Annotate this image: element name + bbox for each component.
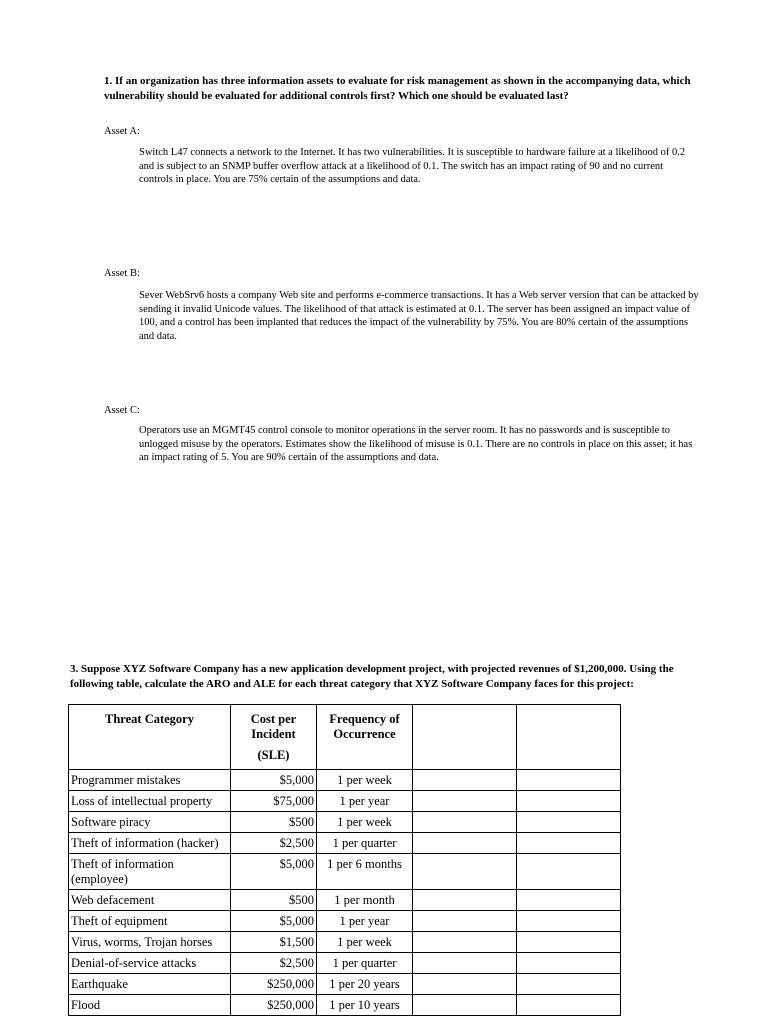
threat-table xyxy=(68,704,621,1016)
cost-cell: $500 xyxy=(231,890,317,911)
asset-b-description: Sever WebSrv6 hosts a company Web site and performs e-commerce transactions. It has a Web server version that can be attacked by sending it invalid Unicode values. The likelihood of that attack is estimated at 0.1. The server has been assigned an impact value of 100, and a control has been implanted that reduces the impact of the vulnerability by 75%. You are 80% certain of the assumptions and data. xyxy=(139,290,699,342)
empty-cell xyxy=(413,932,517,953)
empty-cell xyxy=(413,833,517,854)
table-row xyxy=(69,974,621,995)
header-threat-category: Threat Category xyxy=(69,705,231,770)
frequency-cell: 1 per 20 years xyxy=(317,974,413,995)
frequency-cell: 1 per week xyxy=(317,812,413,833)
asset-a-label: Asset A: xyxy=(104,126,140,137)
table-row xyxy=(69,833,621,854)
threat-category-cell: Theft of information (hacker) xyxy=(69,833,231,854)
threat-category-cell: Theft of information (employee) xyxy=(69,854,231,890)
header-frequency: Frequency of Occurrence xyxy=(317,705,413,770)
table-row xyxy=(69,770,621,791)
cost-cell: $500 xyxy=(231,812,317,833)
empty-cell xyxy=(413,854,517,890)
header-cost-per-incident: Cost per Incident (SLE) xyxy=(231,705,317,770)
cost-cell: $75,000 xyxy=(231,791,317,812)
empty-cell xyxy=(517,812,621,833)
empty-cell xyxy=(413,911,517,932)
asset-c-label: Asset C: xyxy=(104,405,140,416)
asset-a-description: Switch L47 connects a network to the Internet. It has two vulnerabilities. It is susceptible to hardware failure at a likelihood of 0.2 and is subject to an SNMP buffer overflow attack at a likelihood of 0.1. The switch has an impact rating of 90 and no current controls in place. You are 75% certain of the assumptions and data. xyxy=(139,147,686,186)
empty-cell xyxy=(413,953,517,974)
empty-cell xyxy=(517,911,621,932)
empty-cell xyxy=(413,890,517,911)
empty-cell xyxy=(413,791,517,812)
threat-category-cell: Programmer mistakes xyxy=(69,770,231,791)
threat-category-cell: Loss of intellectual property xyxy=(69,791,231,812)
table-row xyxy=(69,932,621,953)
threat-category-cell: Virus, worms, Trojan horses xyxy=(69,932,231,953)
empty-cell xyxy=(517,854,621,890)
frequency-cell: 1 per quarter xyxy=(317,953,413,974)
table-row xyxy=(69,854,621,890)
cost-cell: $2,500 xyxy=(231,953,317,974)
threat-category-cell: Software piracy xyxy=(69,812,231,833)
asset-b-label: Asset B: xyxy=(104,268,140,279)
empty-cell xyxy=(413,974,517,995)
empty-cell xyxy=(517,833,621,854)
cost-cell: $250,000 xyxy=(231,995,317,1016)
threat-category-cell: Flood xyxy=(69,995,231,1016)
frequency-cell: 1 per 6 months xyxy=(317,854,413,890)
frequency-cell: 1 per 10 years xyxy=(317,995,413,1016)
threat-category-cell: Denial-of-service attacks xyxy=(69,953,231,974)
question-1-heading: 1. If an organization has three information assets to evaluate for risk management as shown in the accompanying data, which vulnerability should be evaluated for additional controls first? Which one should be evaluated last? xyxy=(104,75,691,102)
cost-cell: $5,000 xyxy=(231,854,317,890)
empty-cell xyxy=(517,890,621,911)
empty-cell xyxy=(517,953,621,974)
frequency-cell: 1 per week xyxy=(317,932,413,953)
frequency-cell: 1 per week xyxy=(317,770,413,791)
question-3-heading: 3. Suppose XYZ Software Company has a new application development project, with projected revenues of $1,200,000. Using the following table, calculate the ARO and ALE for each threat category that XYZ Software Company faces for this project: xyxy=(70,663,674,690)
table-row xyxy=(69,890,621,911)
threat-category-cell: Earthquake xyxy=(69,974,231,995)
table-row xyxy=(69,791,621,812)
table-header-row xyxy=(69,705,621,770)
threat-category-cell: Web defacement xyxy=(69,890,231,911)
empty-cell xyxy=(517,932,621,953)
cost-cell: $5,000 xyxy=(231,770,317,791)
header-empty-col-4 xyxy=(413,705,517,770)
threat-category-cell: Theft of equipment xyxy=(69,911,231,932)
empty-cell xyxy=(517,974,621,995)
empty-cell xyxy=(413,770,517,791)
empty-cell xyxy=(517,770,621,791)
cost-cell: $250,000 xyxy=(231,974,317,995)
frequency-cell: 1 per year xyxy=(317,791,413,812)
frequency-cell: 1 per year xyxy=(317,911,413,932)
cost-cell: $1,500 xyxy=(231,932,317,953)
cost-cell: $2,500 xyxy=(231,833,317,854)
empty-cell xyxy=(413,812,517,833)
table-row xyxy=(69,911,621,932)
empty-cell xyxy=(413,995,517,1016)
table-row xyxy=(69,995,621,1016)
asset-c-description: Operators use an MGMT45 control console to monitor operations in the server room. It has no passwords and is susceptible to unlogged misuse by the operators. Estimates show the likelihood of misuse is 0.1. There are no controls in place on this asset; it has an impact rating of 5. You are 90% certain of the assumptions and data. xyxy=(139,425,693,464)
frequency-cell: 1 per quarter xyxy=(317,833,413,854)
header-empty-col-5 xyxy=(517,705,621,770)
empty-cell xyxy=(517,791,621,812)
table-row xyxy=(69,953,621,974)
cost-cell: $5,000 xyxy=(231,911,317,932)
table-row xyxy=(69,812,621,833)
empty-cell xyxy=(517,995,621,1016)
frequency-cell: 1 per month xyxy=(317,890,413,911)
